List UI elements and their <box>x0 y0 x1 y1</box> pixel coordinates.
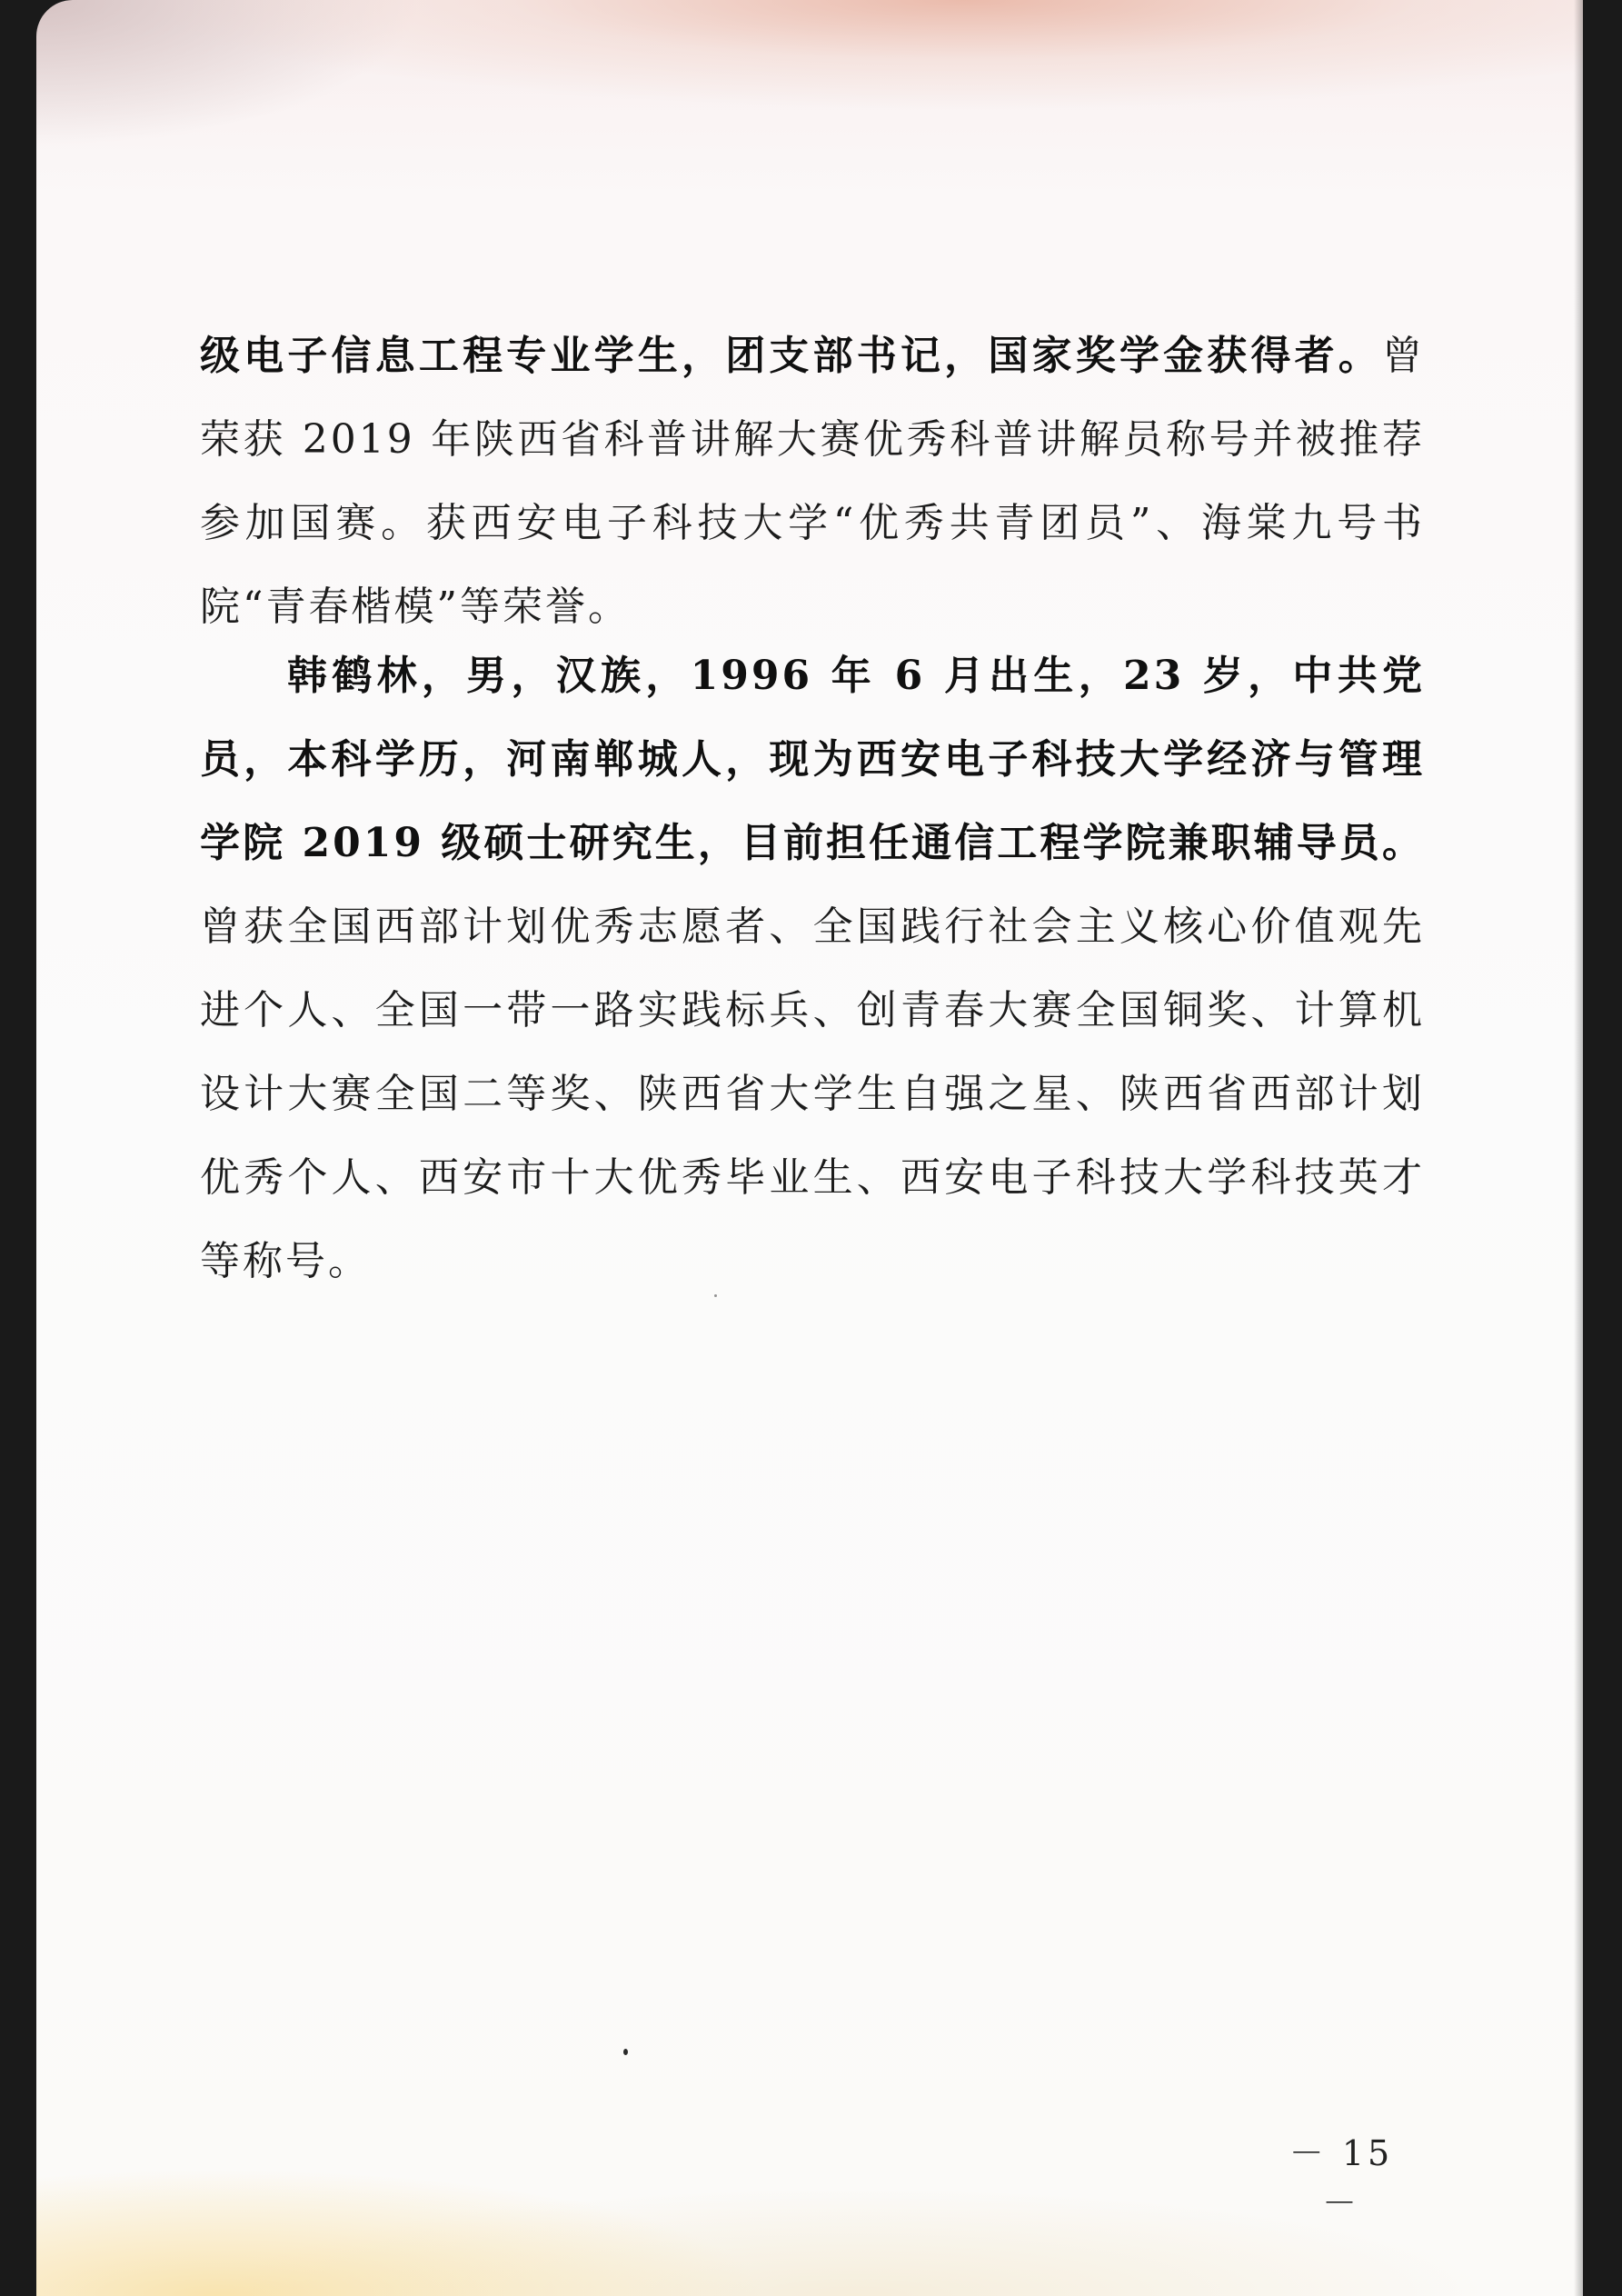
profile-paragraph-han-helin <box>200 634 1425 1303</box>
paper-speck <box>623 2049 628 2055</box>
page-number: － 15 － <box>1289 2133 1394 2223</box>
profile-paragraph-continued <box>200 314 1425 649</box>
paragraph-regular-text: 曾荣获 2019 年陕西省科普讲解大赛优秀科普讲解员称号并被推荐参加国赛。获西安电子科技大学“优秀共青团员”、海棠九号书院“青春楷模”等荣誉。 <box>200 333 1425 630</box>
paragraph-bold-text: 韩鹤林，男，汉族，1996 年 6 月出生，23 岁，中共党员，本科学历，河南郸城人，现为西安电子科技大学经济与管理学院 2019 级硕士研究生，目前担任通信工程学院兼职辅导员。 <box>200 653 1425 866</box>
document-page <box>36 0 1583 2296</box>
page-edge-shadow <box>1574 0 1583 2296</box>
paper-speck <box>714 1294 717 1297</box>
paragraph-bold-text: 级电子信息工程专业学生，团支部书记，国家奖学金获得者。 <box>200 333 1382 379</box>
paragraph-regular-text: 曾获全国西部计划优秀志愿者、全国践行社会主义核心价值观先进个人、全国一带一路实践标兵、创青春大赛全国铜奖、计算机设计大赛全国二等奖、陕西省大学生自强之星、陕西省西部计划优秀个人、西安市十大优秀毕业生、西安电子科技大学科技英才等称号。 <box>200 903 1425 1284</box>
